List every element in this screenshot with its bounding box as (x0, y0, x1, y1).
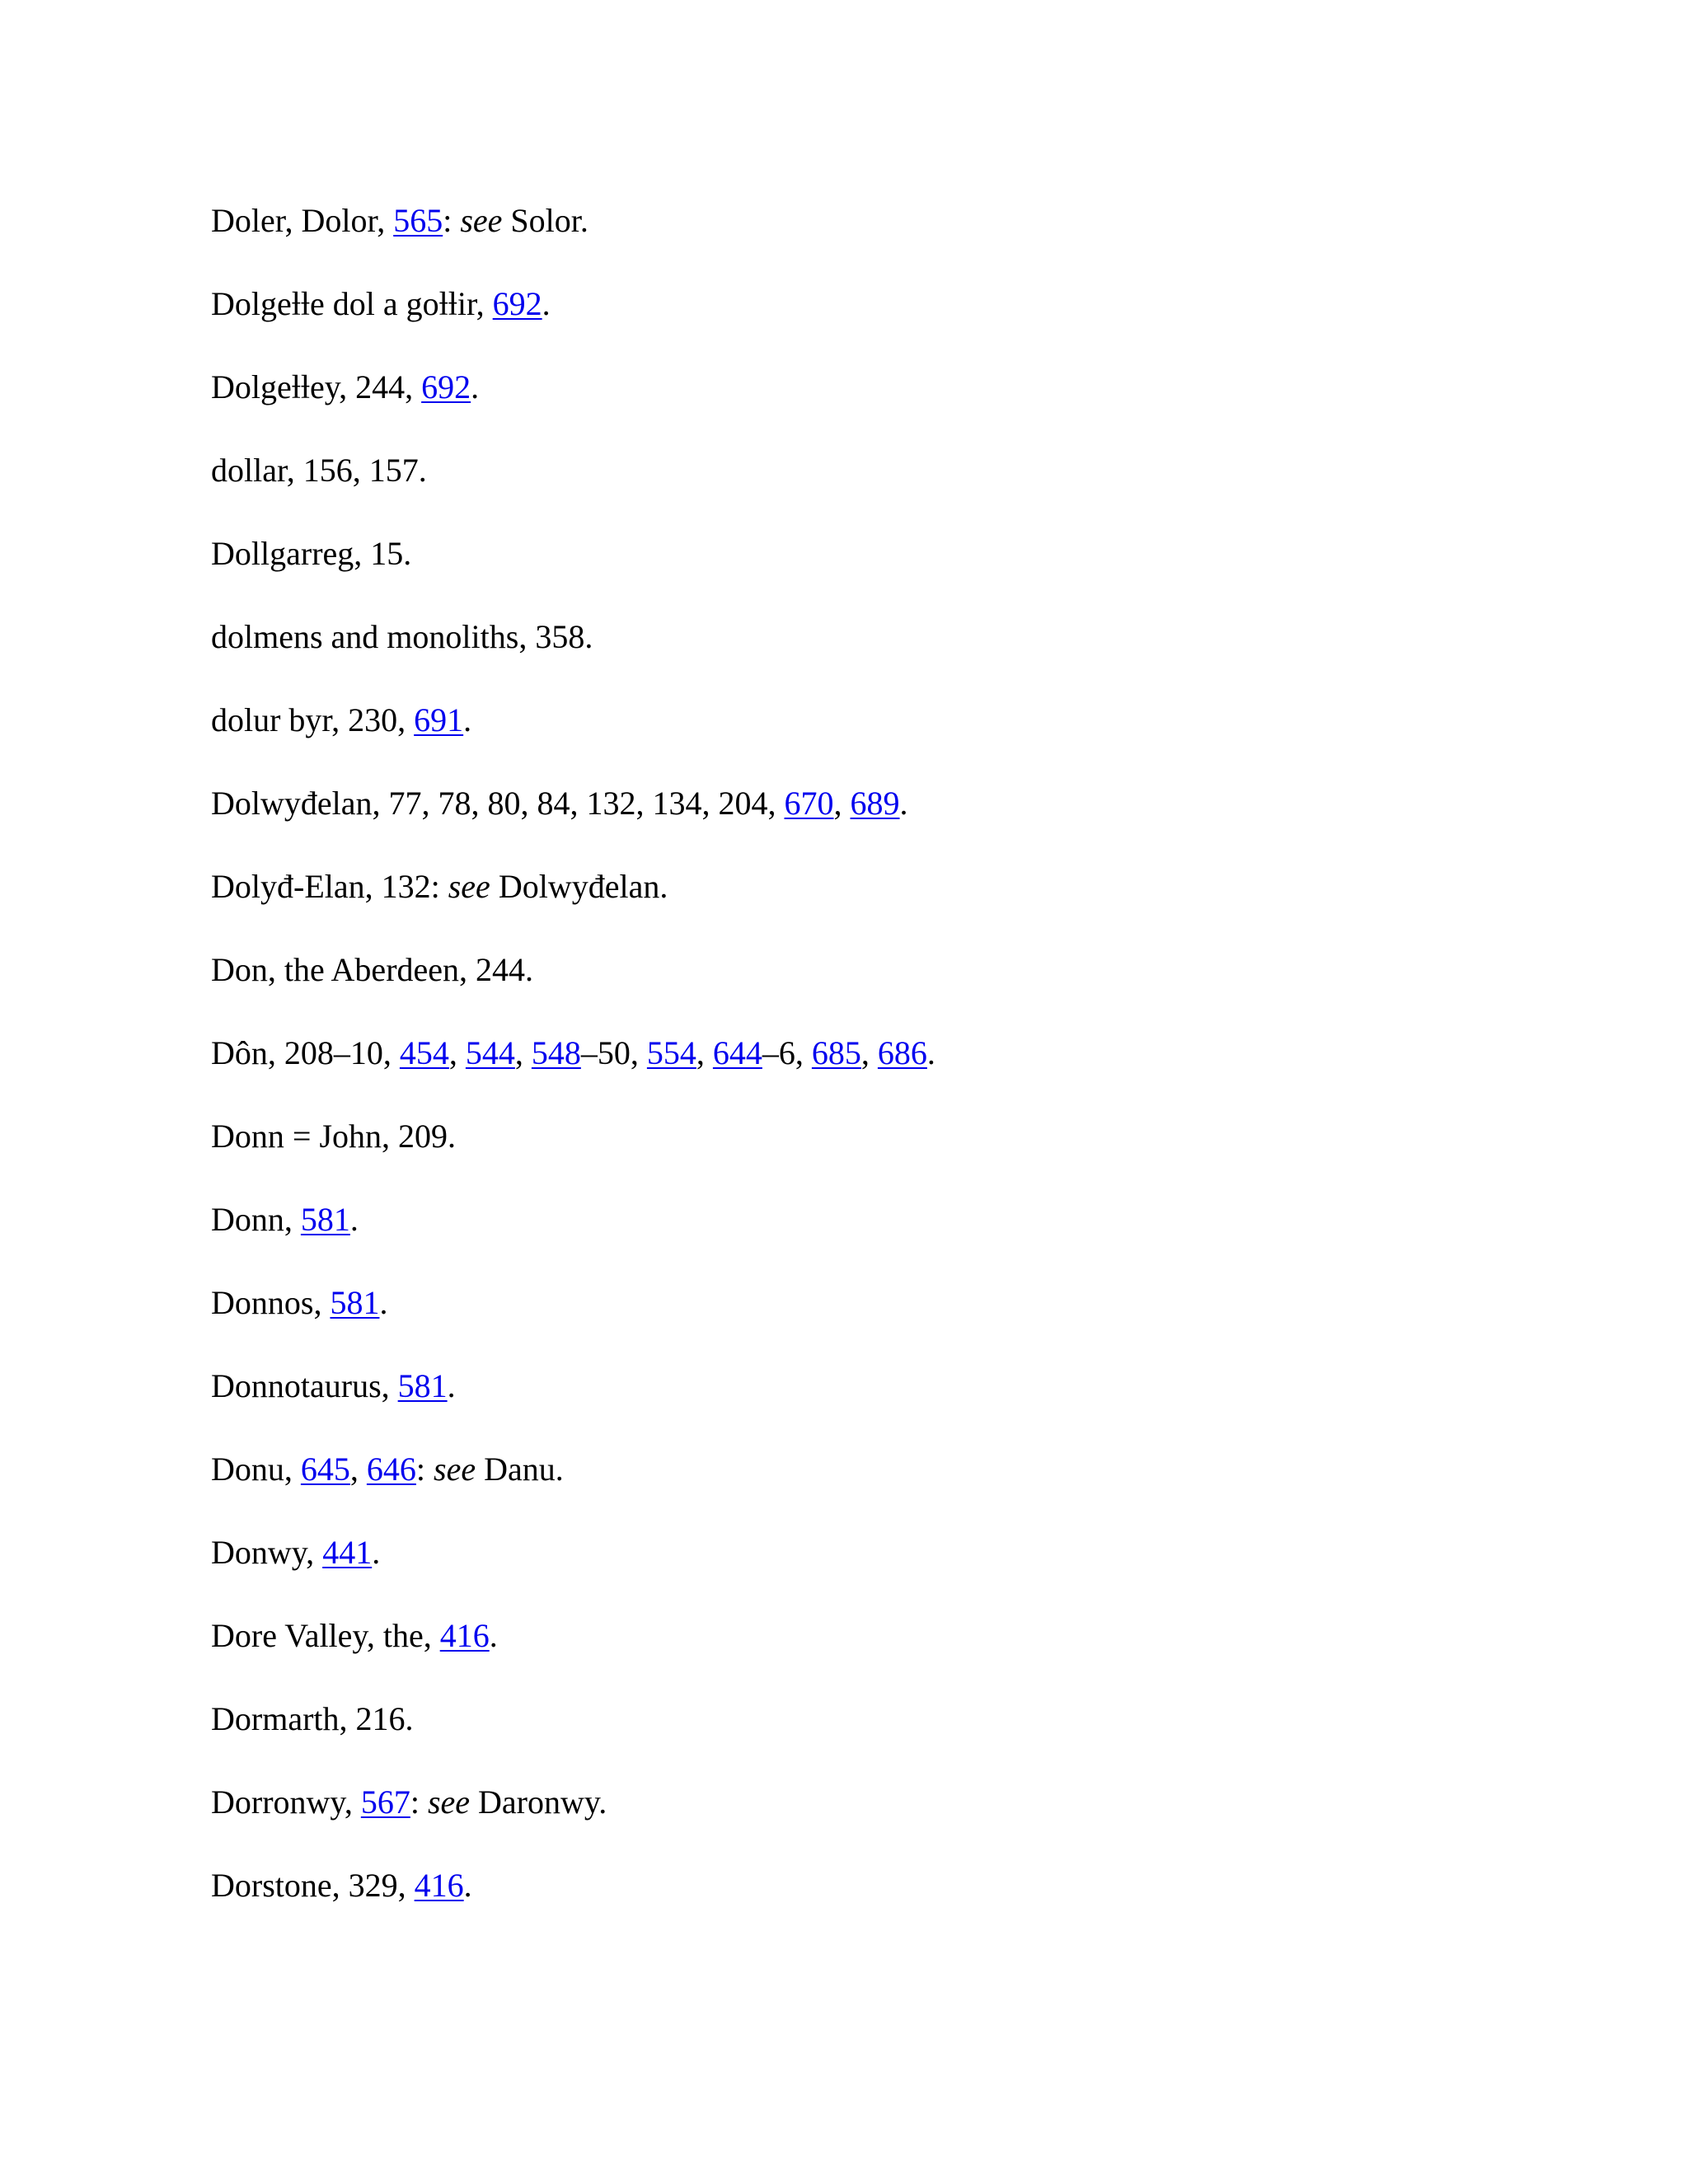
entry-text: . (447, 1367, 456, 1404)
entry-text: , (696, 1034, 713, 1071)
page-reference-link[interactable]: 416 (439, 1617, 490, 1654)
page-reference-link[interactable]: 692 (421, 368, 471, 405)
entry-text: Dorstone, 329, (211, 1867, 415, 1904)
index-entry (211, 281, 1612, 327)
page-reference-link[interactable]: 691 (414, 701, 464, 738)
entry-text: Donnos, (211, 1284, 331, 1321)
index-entry (211, 947, 1612, 993)
entry-text: Doler, Dolor, (211, 202, 394, 239)
entry-text: . (463, 701, 472, 738)
page-reference-link[interactable]: 567 (360, 1783, 410, 1821)
page-reference-link[interactable]: 441 (322, 1534, 373, 1571)
index-entry (211, 1530, 1612, 1576)
index-entry (211, 780, 1612, 827)
page-reference-link[interactable]: 646 (366, 1451, 416, 1488)
entry-text: Dolwyđelan, 77, 78, 80, 84, 132, 134, 204, (211, 785, 785, 822)
entry-text: Dormarth, 216. (211, 1700, 414, 1737)
entry-text: dolur byr, 230, (211, 701, 415, 738)
entry-text: : (410, 1783, 428, 1821)
entry-text: dollar, 156, 157. (211, 452, 427, 489)
entry-text: : (443, 202, 461, 239)
entry-text: –50, (580, 1034, 647, 1071)
index-entry (211, 531, 1612, 577)
entry-text: Donn = John, 209. (211, 1118, 457, 1155)
page-reference-link[interactable]: 565 (393, 202, 443, 239)
index-entry (211, 1446, 1612, 1493)
page-reference-link[interactable]: 670 (784, 785, 834, 822)
page-reference-link[interactable]: 581 (397, 1367, 448, 1404)
entry-text: . (379, 1284, 388, 1321)
entry-text: . (471, 368, 480, 405)
index-entry-list (211, 198, 1612, 1946)
page-reference-link[interactable]: 689 (850, 785, 900, 822)
entry-text: : (415, 1451, 434, 1488)
entry-text: , (448, 1034, 466, 1071)
index-entry (211, 448, 1612, 494)
page-reference-link[interactable]: 686 (877, 1034, 927, 1071)
page-reference-link[interactable]: 645 (300, 1451, 350, 1488)
index-entry (211, 1779, 1612, 1825)
entry-text: Dorronwy, (211, 1783, 361, 1821)
index-entry (211, 1363, 1612, 1409)
see-reference-label: see (427, 1783, 471, 1821)
index-entry (211, 1613, 1612, 1659)
entry-text: Daronwy. (470, 1783, 607, 1821)
see-reference-label: see (460, 202, 503, 239)
entry-text: . (926, 1034, 935, 1071)
page-reference-link[interactable]: 692 (492, 285, 542, 322)
entry-text: Dôn, 208–10, (211, 1034, 400, 1071)
page-reference-link[interactable]: 644 (712, 1034, 762, 1071)
entry-text: , (833, 785, 851, 822)
entry-text: Donnotaurus, (211, 1367, 398, 1404)
entry-text: , (860, 1034, 878, 1071)
index-entry (211, 1696, 1612, 1742)
entry-text: Dolwyđelan. (490, 868, 668, 905)
entry-text: . (542, 285, 551, 322)
page-reference-link[interactable]: 416 (414, 1867, 464, 1904)
entry-text: . (489, 1617, 498, 1654)
page-reference-link[interactable]: 454 (399, 1034, 449, 1071)
entry-text: . (349, 1201, 359, 1238)
entry-text: . (463, 1867, 472, 1904)
page-reference-link[interactable]: 685 (811, 1034, 861, 1071)
entry-text: Dolgeƚƚey, 244, (211, 368, 422, 405)
entry-text: Dolgeƚƚe dol a goƚƚir, (211, 285, 493, 322)
index-entry (211, 1197, 1612, 1243)
index-entry (211, 198, 1612, 244)
entry-text: –6, (762, 1034, 812, 1071)
entry-text: Danu. (476, 1451, 564, 1488)
index-entry (211, 864, 1612, 910)
entry-text: Dolyđ-Elan, 132: (211, 868, 448, 905)
index-entry (211, 1113, 1612, 1160)
entry-text: . (372, 1534, 381, 1571)
index-entry (211, 1030, 1612, 1076)
entry-text: , (514, 1034, 532, 1071)
page-reference-link[interactable]: 544 (465, 1034, 515, 1071)
page-reference-link[interactable]: 554 (646, 1034, 696, 1071)
see-reference-label: see (448, 868, 490, 905)
entry-text: Dollgarreg, 15. (211, 535, 412, 572)
entry-text: . (899, 785, 908, 822)
index-entry (211, 697, 1612, 743)
entry-text: Donn, (211, 1201, 301, 1238)
entry-text: Solor. (502, 202, 588, 239)
index-entry (211, 364, 1612, 410)
entry-text: Donu, (211, 1451, 301, 1488)
page-reference-link[interactable]: 581 (300, 1201, 350, 1238)
page-reference-link[interactable]: 581 (330, 1284, 380, 1321)
see-reference-label: see (434, 1451, 476, 1488)
index-entry (211, 1863, 1612, 1909)
index-entry (211, 614, 1612, 660)
entry-text: Donwy, (211, 1534, 323, 1571)
entry-text: Don, the Aberdeen, 244. (211, 951, 534, 988)
entry-text: dolmens and monoliths, 358. (211, 618, 593, 655)
entry-text: Dore Valley, the, (211, 1617, 440, 1654)
page-reference-link[interactable]: 548 (531, 1034, 581, 1071)
entry-text: , (349, 1451, 367, 1488)
index-entry (211, 1280, 1612, 1326)
